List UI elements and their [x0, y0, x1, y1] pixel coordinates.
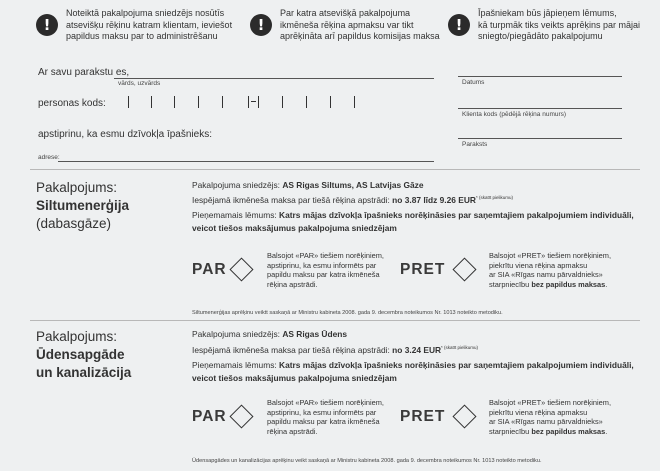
address-field[interactable] — [58, 161, 434, 162]
code-divider — [282, 96, 283, 108]
decision-text-2: veicot tiešos maksājumus pakalpojuma sniedzējam — [192, 223, 397, 233]
client-code-caption: Klienta kods (pēdējā rēķina numurs) — [462, 111, 567, 118]
notice-3 — [478, 8, 640, 43]
exclamation-icon: ! — [36, 14, 58, 36]
provider-name: AS Rigas Siltums, AS Latvijas Gāze — [282, 180, 424, 190]
provider-label: Pakalpojuma sniedzējs: — [192, 180, 280, 190]
notice-3-line-1: Īpašniekam būs jāpieņem lēmums, — [478, 8, 617, 18]
par-line: papildu maksu par katra ikmēneša — [267, 417, 380, 427]
pret-line: Balsojot «PRET» tiešiem norēķiniem, — [489, 251, 611, 260]
fee-label: Iespējamā ikmēneša maksa par tiešā rēķina apstrādi: — [192, 195, 390, 205]
par-line: Balsojot «PAR» tiešiem norēķiniem, — [267, 251, 384, 260]
decision-label: Pieņemamais lēmums: — [192, 360, 277, 370]
notice-1-line-3: papildus maksu par to administrēšanu — [66, 31, 218, 41]
footnote: Ūdensapgādes un kanalizācijas aprēķinu veikt saskaņā ar Ministru kabineta 2008. gada 9. decembra noteikumos Nr. 1013 noteikto metodiku. — [192, 458, 542, 464]
pret-description — [489, 398, 611, 436]
notice-2-line-1: Par katra atsevišķā pakalpojuma — [280, 8, 411, 18]
par-label: PAR — [192, 408, 227, 425]
decision-text-2: veicot tiešos maksājumus pakalpojuma sniedzējam — [192, 373, 397, 383]
service-name: Siltumenerģija — [36, 198, 130, 213]
code-divider — [248, 96, 249, 108]
personal-code-label: personas kods: — [38, 98, 106, 109]
exclamation-icon: ! — [250, 14, 272, 36]
exclamation-icon: ! — [448, 14, 470, 36]
pret-line: starpniecību bez papildus maksas. — [489, 279, 608, 289]
address-caption: adrese: — [38, 154, 60, 161]
par-line: apstiprinu, ka esmu informēts par — [267, 260, 377, 270]
code-divider — [306, 96, 307, 108]
service-title-heating — [36, 179, 129, 233]
service-name: Ūdensapgāde — [36, 347, 125, 362]
par-checkbox[interactable] — [229, 257, 253, 281]
par-description — [267, 398, 384, 436]
par-line: papildu maksu par katra ikmēneša — [267, 270, 380, 280]
code-divider — [222, 96, 223, 108]
pret-label: PRET — [400, 408, 446, 425]
pret-description — [489, 251, 611, 289]
signature-caption: Paraksts — [462, 141, 488, 148]
code-dash — [251, 101, 256, 102]
notice-2-line-2: ikmēneša rēķina apmaksu var tikt — [280, 19, 414, 30]
pret-line-text: starpniecību — [489, 426, 530, 436]
pret-line: ar SIA «Rīgas namu pārvaldnieks» — [489, 417, 603, 427]
pret-line: piekrītu viena rēķina apmaksu — [489, 260, 588, 270]
pret-line: starpniecību bez papildus maksas. — [489, 426, 608, 436]
fee-note: * (skatīt pielikumu) — [441, 345, 479, 351]
service-name-2: un kanalizācija — [36, 365, 132, 380]
fee-value: no 3.24 EUR — [392, 345, 442, 355]
code-divider — [151, 96, 152, 108]
decision-row-2 — [192, 373, 397, 383]
provider-name: AS Rigas Ūdens — [282, 329, 348, 339]
notice-3-line-3: sniegto/piegādāto pakalpojumu — [478, 31, 603, 41]
fee-note: * (skatīt pielikumu) — [475, 195, 513, 201]
service-title-water — [36, 328, 131, 382]
fee-row — [192, 345, 478, 355]
owner-label: apstiprinu, ka esmu dzīvokļa īpašnieks: — [38, 129, 212, 140]
name-field[interactable] — [114, 78, 434, 79]
par-line: rēķina apstrādi. — [267, 426, 318, 436]
personal-code-field[interactable] — [100, 96, 430, 112]
code-divider — [258, 96, 259, 108]
name-caption: vārds, uzvārds — [118, 80, 161, 87]
pret-checkbox[interactable] — [452, 404, 476, 428]
notice-3-line-2: kā turpmāk tiks veikts aprēķins par mājai — [478, 19, 641, 30]
par-description — [267, 251, 384, 289]
date-field[interactable] — [458, 76, 622, 77]
fee-row — [192, 195, 513, 205]
decision-text-1: Katrs mājas dzīvokļa īpašnieks norēķināsies par saņemtajiem pakalpojumiem individuāli, — [279, 360, 634, 370]
pret-bold-text: bez papildus maksas — [531, 426, 606, 436]
par-checkbox[interactable] — [229, 404, 253, 428]
notice-2 — [280, 8, 440, 43]
notice-1 — [66, 8, 232, 43]
footnote: Siltumenerģijas aprēķinu veiktt saskaņā ar Ministru kabineta 2008. gada 9. decembra noteikumos Nr. 1013 noteikto metodiku. — [192, 310, 503, 316]
decision-label: Pieņemamais lēmums: — [192, 210, 277, 220]
decision-row-2 — [192, 223, 397, 233]
client-code-field[interactable] — [458, 108, 622, 109]
pret-line: piekrītu viena rēķina apmaksu — [489, 407, 588, 417]
decision-row — [192, 210, 634, 220]
par-label: PAR — [192, 261, 227, 278]
date-caption: Datums — [462, 79, 485, 86]
code-divider — [354, 96, 355, 108]
pret-line-text: starpniecību — [489, 279, 530, 289]
pret-line: ar SIA «Rīgas namu pārvaldnieks» — [489, 270, 603, 280]
provider-label: Pakalpojuma sniedzējs: — [192, 329, 280, 339]
par-line: rēķina apstrādi. — [267, 279, 318, 289]
section-divider — [30, 169, 640, 170]
provider-row — [192, 180, 424, 190]
signature-field[interactable] — [458, 138, 622, 139]
code-divider — [198, 96, 199, 108]
service-prefix: Pakalpojums: — [36, 180, 118, 195]
code-divider — [128, 96, 129, 108]
pret-line: Balsojot «PRET» tiešiem norēķiniem, — [489, 398, 611, 407]
code-divider — [174, 96, 175, 108]
pret-label: PRET — [400, 261, 446, 278]
notice-1-line-2: atsevišķu rēķinu katram klientam, ieviešot — [66, 19, 233, 30]
fee-value: no 3.87 līdz 9.26 EUR — [392, 195, 476, 205]
provider-row — [192, 329, 347, 339]
section-divider — [30, 320, 640, 321]
code-divider — [330, 96, 331, 108]
decision-row — [192, 360, 634, 370]
service-prefix: Pakalpojums: — [36, 329, 118, 344]
notice-2-line-3: aprēķināta arī papildus komisijas maksa — [280, 31, 440, 41]
par-line: apstiprinu, ka esmu informēts par — [267, 407, 377, 417]
pret-checkbox[interactable] — [452, 257, 476, 281]
par-line: Balsojot «PAR» tiešiem norēķiniem, — [267, 398, 384, 407]
pret-bold-text: bez papildus maksas — [531, 279, 606, 289]
decision-text-1: Katrs mājas dzīvokļa īpašnieks norēķināsies par saņemtajiem pakalpojumiem individuāli, — [279, 210, 634, 220]
notice-1-line-1: Noteiktā pakalpojuma sniedzējs nosūtīs — [66, 8, 225, 18]
service-subname: (dabasgāze) — [36, 216, 112, 231]
signature-label: Ar savu parakstu es, — [38, 67, 130, 78]
fee-label: Iespējamā ikmēneša maksa par tiešā rēķina apstrādi: — [192, 345, 390, 355]
